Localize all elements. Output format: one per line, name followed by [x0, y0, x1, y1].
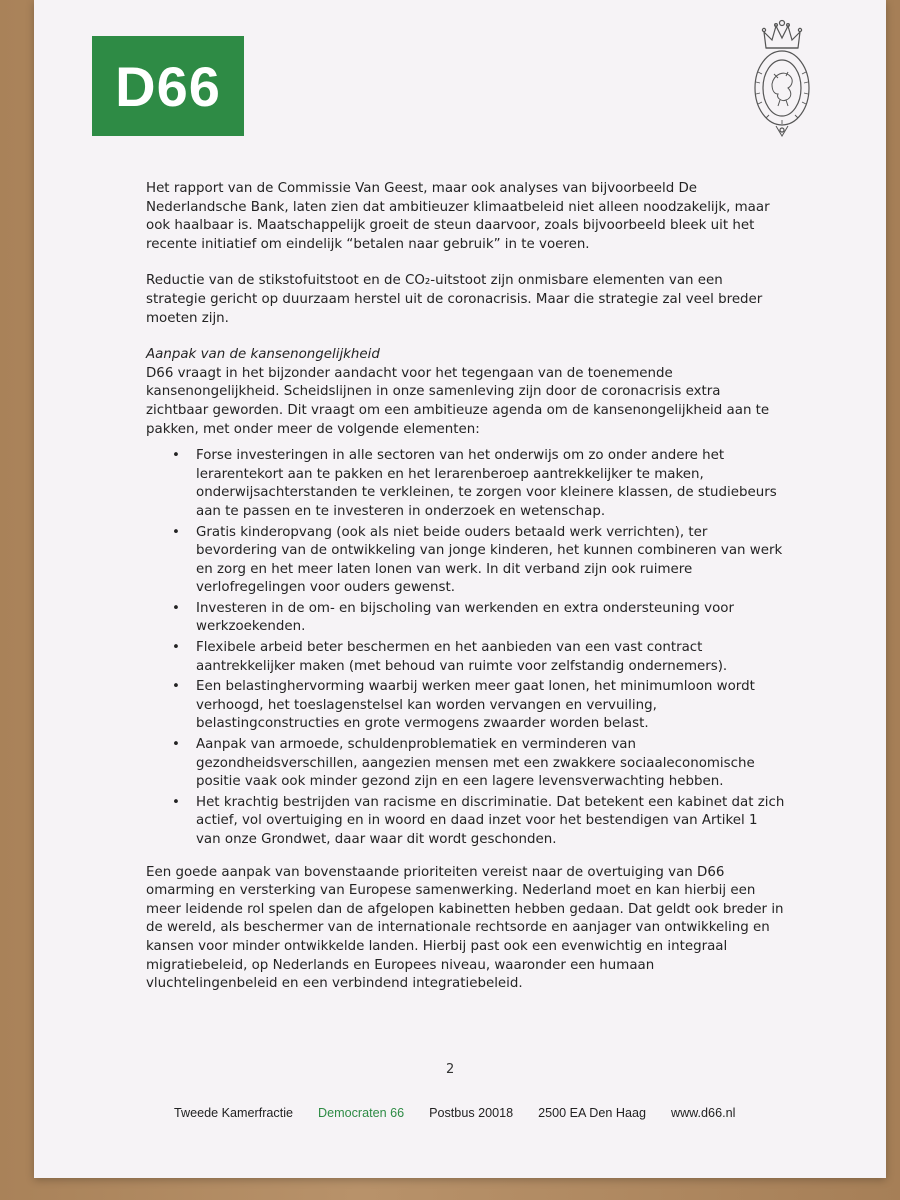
footer-postbus: Postbus 20018: [429, 1106, 514, 1120]
paragraph-closing: Een goede aanpak van bovenstaande prioriteiten vereist naar de overtuiging van D66 omarming en versterking van Europese samenwerking. Nederland moet en kan hierbij een meer leidende rol spelen dan de afgelopen kabinetten hebben gedaan. Dat geldt ook breder in de wereld, als beschermer van de internationale rechtsorde en aanjager van ontwikkeling en kansen voor minder ontwikkelde landen. Hierbij past ook een evenwichtig en integraal migratiebeleid, op Nederlands en Europees niveau, waaronder een humaan vluchtelingenbeleid en een verbindend integratiebeleid.: [146, 864, 784, 992]
footer-party: Democraten 66: [318, 1106, 405, 1120]
paragraph-climate: Het rapport van de Commissie Van Geest, maar ook analyses van bijvoorbeeld De Nederlandsche Bank, laten zien dat ambitieuzer klimaatbeleid niet alleen noodzakelijk, maar ook haalbaar is. Maatschappelijk groeit de steun daarvoor, zoals bijvoorbeeld bleek uit het recente initiatief om eindelijk “betalen naar gebruik” in te voeren.: [146, 181, 770, 252]
footer-website: www.d66.nl: [670, 1106, 736, 1120]
list-item: • Forse investeringen in alle sectoren van het onderwijs om zo onder andere het lerarentekort aan te pakken en het lerarenberoep aantrekkelijker te maken, onderwijsachterstanden te verkleinen, te zorgen voor kleinere klassen, de studiebeurs aan te passen en te investeren in onderzoek en wetenschap.: [196, 447, 786, 521]
footer-address: 2500 EA Den Haag: [538, 1106, 646, 1120]
d66-logo: [92, 36, 244, 136]
list-item: • Gratis kinderopvang (ook als niet beide ouders betaald werk verrichten), ter bevordering van de ontwikkeling van jonge kinderen, het kunnen combineren van werk en zorg en het meer laten lonen van werk. In dit verband zijn ook ruimere verlofregelingen voor ouders gewenst.: [196, 524, 786, 598]
page-number: 2: [446, 1062, 455, 1077]
list-item: • Flexibele arbeid beter beschermen en het aanbieden van een vast contract aantrekkelijker maken (met behoud van ruimte voor zelfstandig ondernemers).: [196, 639, 786, 676]
section-heading: Aanpak van de kansenongelijkheid: [146, 347, 380, 363]
priority-list: [146, 447, 786, 849]
document-page: [34, 0, 886, 1178]
section-intro: D66 vraagt in het bijzonder aandacht voor het tegengaan van de toenemende kansenongelijkheid. Scheidslijnen in onze samenleving zijn door de coronacrisis extra zichtbaar geworden. Dit vraagt om een ambitieuze agenda om de kansenongelijkheid aan te pakken, met onder meer de volgende elementen:: [146, 365, 770, 437]
list-item: • Een belastinghervorming waarbij werken meer gaat lonen, het minimumloon wordt verhoogd, het toeslagenstelsel kan worden vervangen en vervuiling, belastingconstructies en grote vermogens zwaarder worden belast.: [196, 678, 786, 734]
tweede-kamer-seal-icon: [750, 18, 814, 138]
logo-text: D66: [115, 54, 221, 118]
list-item: • Het krachtig bestrijden van racisme en discriminatie. Dat betekent een kabinet dat zich actief, vol overtuiging en in woord en daad inzet voor het bestendigen van Artikel 1 van onze Grondwet, daar waar dit wordt geschonden.: [196, 794, 786, 850]
list-item: • Aanpak van armoede, schuldenproblematiek en verminderen van gezondheidsverschillen, aangezien mensen met een zwakkere sociaaleconomische positie vaak ook minder gezond zijn en een lagere levensverwachting hebben.: [196, 736, 786, 792]
footer-org: Tweede Kamerfractie: [174, 1106, 293, 1120]
paragraph-emissions: Reductie van de stikstofuitstoot en de CO₂-uitstoot zijn onmisbare elementen van een strategie gericht op duurzaam herstel uit de coronacrisis. Maar die strategie zal veel breder moeten zijn.: [146, 273, 763, 326]
list-item: • Investeren in de om- en bijscholing van werkenden en extra ondersteuning voor werkzoekenden.: [196, 600, 786, 637]
letterhead-footer: [174, 1106, 735, 1120]
document-body: [146, 180, 786, 1012]
